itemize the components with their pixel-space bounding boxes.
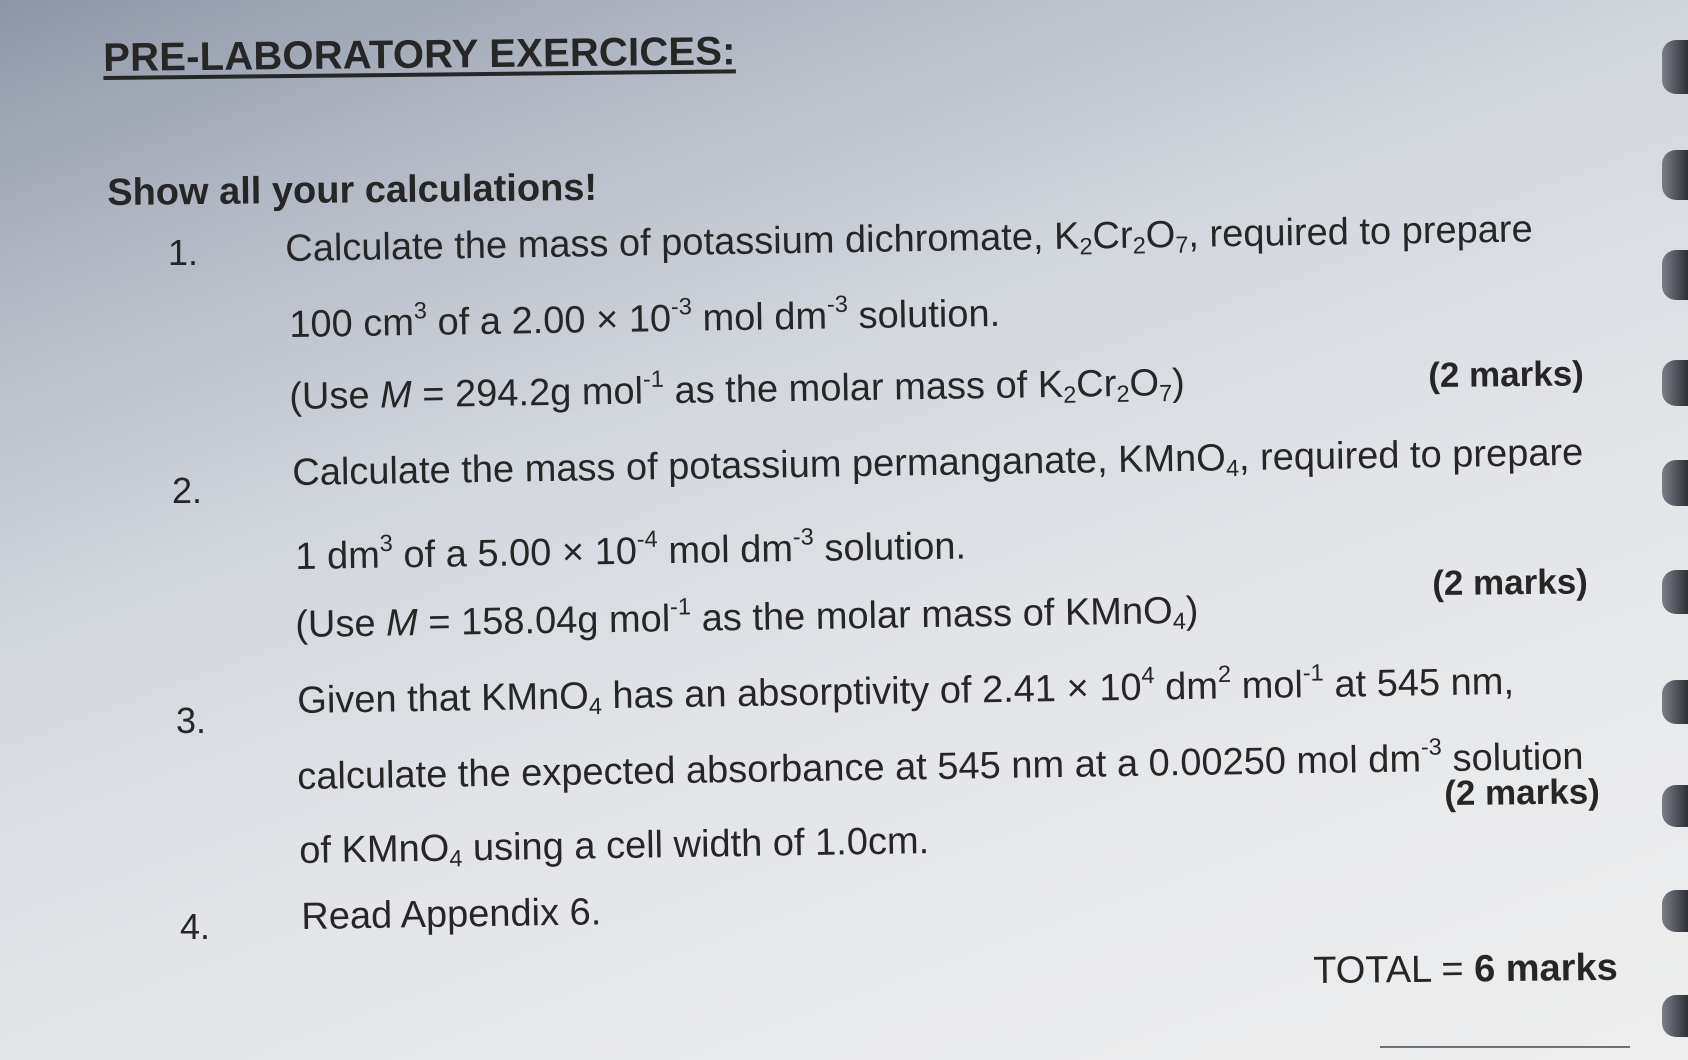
- question-2-line-2: 1 $dm^3$ of a $5.00 \times 10^{-4}$ mol $dm^{-3}$ solution.: [295, 523, 967, 578]
- instruction-text: Show all your calculations!: [107, 166, 598, 214]
- binder-ring: [1662, 250, 1688, 300]
- question-2-marks: (2 marks): [1432, 562, 1589, 603]
- question-4-text: Read Appendix 6.: [301, 891, 602, 938]
- question-1-line-1: Calculate the mass of potassium dichromate, $K_2Cr_2O_7$, required to prepare: [285, 208, 1533, 270]
- bottom-rule: [1380, 1046, 1630, 1048]
- binder-ring: [1662, 785, 1688, 827]
- binder-ring: [1662, 570, 1688, 614]
- question-1-line-3: (Use M = 294.2g mol$^{-1}$ as the molar mass of $K_2Cr_2O_7$): [289, 361, 1186, 418]
- binder-ring: [1662, 995, 1688, 1037]
- question-3-line-1: Given that KMnO$_4$ has an absorptivity of $2.41 \times 10^4$ $dm^2$ mol$^{-1}$ at 545 nm,: [297, 659, 1515, 722]
- question-3-line-2: calculate the expected absorbance at 545 nm at a 0.00250 mol $dm^{-3}$ solution: [297, 733, 1584, 798]
- question-3-marks: (2 marks): [1444, 772, 1601, 813]
- question-2-line-1: Calculate the mass of potassium permanganate, KMnO$_4$, required to prepare: [292, 431, 1584, 494]
- question-1-marks: (2 marks): [1428, 354, 1585, 395]
- binder-ring: [1662, 360, 1688, 406]
- question-1-line-2: 100 $cm^3$ of a $2.00 \times 10^{-3}$ mol $dm^{-3}$ solution.: [289, 290, 1001, 346]
- page-heading: PRE-LABORATORY EXERCICES:: [103, 29, 736, 80]
- question-4-number: 4.: [180, 906, 211, 947]
- binder-ring: [1662, 40, 1688, 94]
- binder-ring: [1662, 460, 1688, 506]
- binder-ring: [1662, 150, 1688, 200]
- question-2-number: 2.: [172, 470, 203, 511]
- question-3-line-3: of KMnO$_4$ using a cell width of 1.0cm.: [299, 820, 930, 872]
- question-1-number: 1.: [168, 232, 199, 273]
- binder-ring: [1662, 890, 1688, 932]
- total-marks: TOTAL = 6 marks: [1313, 946, 1618, 992]
- question-3-number: 3.: [176, 700, 207, 741]
- binder-ring: [1662, 680, 1688, 724]
- question-2-line-3: (Use M = 158.04g mol$^{-1}$ as the molar mass of KMnO$_4$): [295, 589, 1199, 646]
